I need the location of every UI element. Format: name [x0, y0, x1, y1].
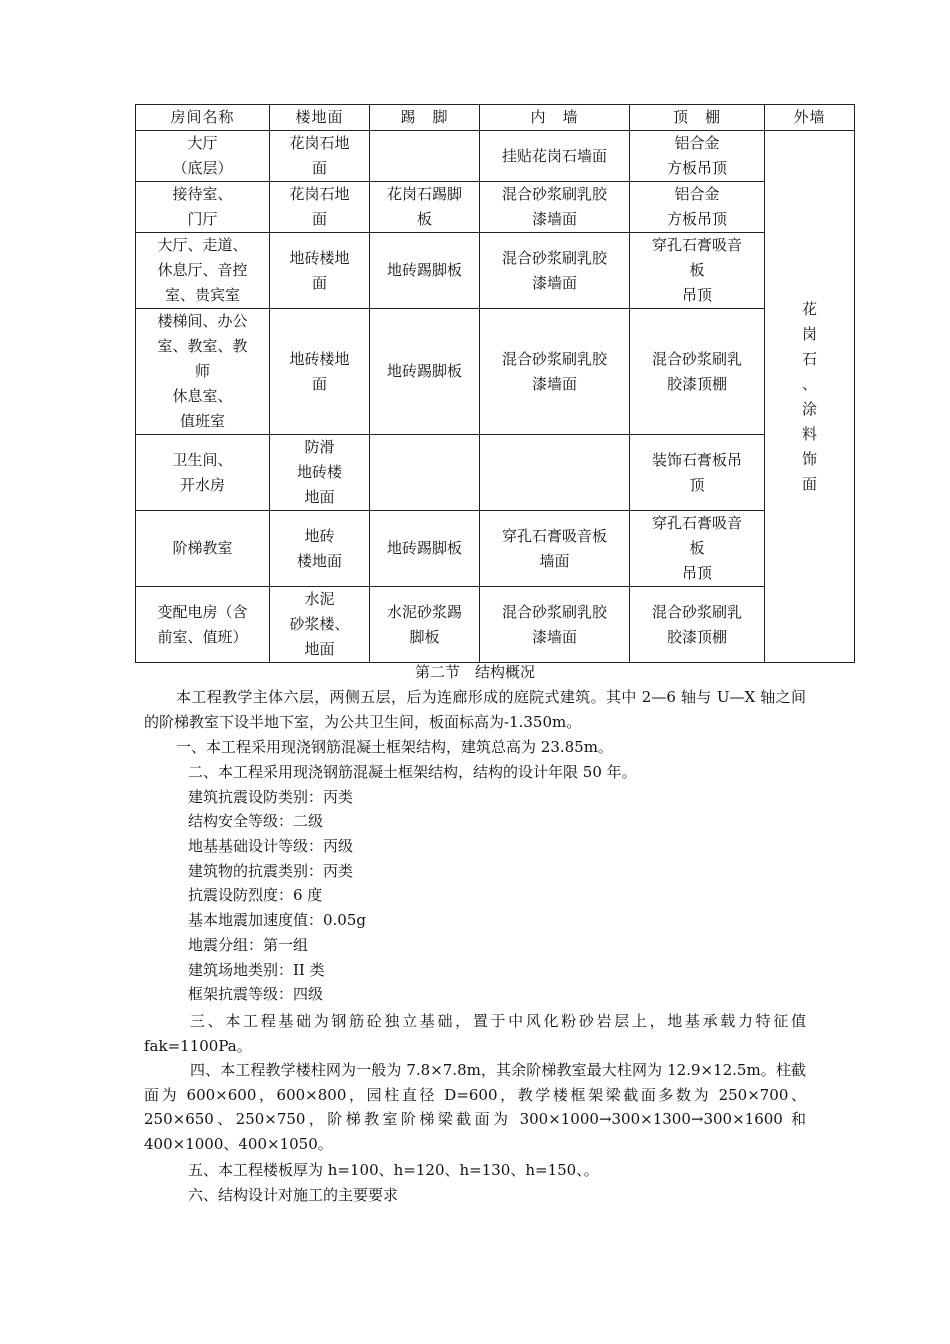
spec-line: 结构安全等级：二级	[188, 812, 324, 830]
cell-ceiling: 穿孔石膏吸音 板 吊顶	[630, 511, 765, 587]
cell-room: 阶梯教室	[136, 511, 270, 587]
table-row	[136, 309, 855, 435]
cell-wall: 混合砂浆刷乳胶 漆墙面	[480, 233, 630, 309]
table-row	[136, 435, 855, 511]
cell-wall: 穿孔石膏吸音板 墙面	[480, 511, 630, 587]
cell-floor: 地砖楼地 面	[270, 309, 370, 435]
intro-paragraph: 本工程教学主体六层，两侧五层，后为连廊形成的庭院式建筑。其中 2—6 轴与 U—X 轴之间的阶梯教室下设半地下室，为公共卫生间，板面标高为-1.350m。	[144, 688, 806, 731]
item-3: 三、本工程基础为钢筋砼独立基础，置于中风化粉砂岩层上，地基承载力特征值 fak=1100Pa。	[144, 1012, 806, 1055]
cell-room: 楼梯间、办公 室、教室、教 师 休息室、 值班室	[136, 309, 270, 435]
spec-line: 抗震设防烈度：6 度	[188, 886, 323, 904]
spec-line: 建筑物的抗震类别：丙类	[188, 862, 354, 880]
cell-wall: 混合砂浆刷乳胶 漆墙面	[480, 182, 630, 233]
cell-room: 大厅、走道、 休息厅、音控 室、贵宾室	[136, 233, 270, 309]
cell-floor: 地砖 楼地面	[270, 511, 370, 587]
finish-schedule-table	[135, 104, 855, 663]
cell-ceiling: 铝合金 方板吊顶	[630, 182, 765, 233]
spec-line: 地震分组：第一组	[188, 936, 309, 954]
cell-ceiling: 混合砂浆刷乳 胶漆顶棚	[630, 309, 765, 435]
cell-ceiling: 穿孔石膏吸音 板 吊顶	[630, 233, 765, 309]
spec-line: 框架抗震等级：四级	[188, 985, 324, 1003]
cell-skirting: 花岗石踢脚 板	[370, 182, 480, 233]
header-ceiling: 顶 棚	[630, 105, 765, 131]
item-5: 五、本工程楼板厚为 h=100、h=120、h=130、h=150、。	[188, 1161, 599, 1179]
cell-floor: 防滑 地砖楼 地面	[270, 435, 370, 511]
cell-skirting	[370, 435, 480, 511]
table-row	[136, 233, 855, 309]
table-row	[136, 182, 855, 233]
section-title: 第二节 结构概况	[414, 663, 535, 681]
table-header-row	[136, 105, 855, 131]
item-1: 一、本工程采用现浇钢筋混凝土框架结构，建筑总高为 23.85m。	[176, 738, 613, 756]
header-exterior-wall: 外墙	[765, 105, 855, 131]
cell-skirting: 地砖踢脚板	[370, 233, 480, 309]
cell-skirting	[370, 131, 480, 182]
cell-ceiling: 铝合金 方板吊顶	[630, 131, 765, 182]
cell-ceiling: 混合砂浆刷乳 胶漆顶棚	[630, 587, 765, 663]
cell-wall: 混合砂浆刷乳胶 漆墙面	[480, 309, 630, 435]
cell-room: 接待室、 门厅	[136, 182, 270, 233]
table-row	[136, 131, 855, 182]
cell-skirting: 水泥砂浆踢 脚板	[370, 587, 480, 663]
header-floor: 楼地面	[270, 105, 370, 131]
item-4: 四、本工程教学楼柱网为一般为 7.8×7.8m，其余阶梯教室最大柱网为 12.9×12.5m。柱截面为 600×600，600×800，园柱直径 D=600，教学楼框架梁截面多数为 250×700、250×650、250×750，阶梯教室阶梯梁截面为 300×1000→300×1300→300×1600 和 400×1000、400×1050。	[144, 1061, 806, 1153]
table-row	[136, 511, 855, 587]
cell-floor: 花岗石地 面	[270, 182, 370, 233]
cell-room: 变配电房（含 前室、值班）	[136, 587, 270, 663]
spec-line: 基本地震加速度值：0.05g	[188, 911, 367, 929]
cell-room: 卫生间、 开水房	[136, 435, 270, 511]
cell-skirting: 地砖踢脚板	[370, 309, 480, 435]
table-row	[136, 587, 855, 663]
cell-exterior-wall: 花 岗 石 、 涂 料 饰 面	[765, 131, 855, 663]
cell-skirting: 地砖踢脚板	[370, 511, 480, 587]
cell-room: 大厅 （底层）	[136, 131, 270, 182]
header-skirting: 踢 脚	[370, 105, 480, 131]
spec-line: 建筑场地类别：II 类	[188, 961, 325, 979]
item-2: 二、本工程采用现浇钢筋混凝土框架结构，结构的设计年限 50 年。	[188, 763, 637, 781]
cell-ceiling: 装饰石膏板吊 顶	[630, 435, 765, 511]
cell-wall: 混合砂浆刷乳胶 漆墙面	[480, 587, 630, 663]
spec-line: 地基基础设计等级：丙级	[188, 837, 354, 855]
header-interior-wall: 内 墙	[480, 105, 630, 131]
cell-wall	[480, 435, 630, 511]
header-room-name: 房间名称	[136, 105, 270, 131]
cell-wall: 挂贴花岗石墙面	[480, 131, 630, 182]
cell-floor: 花岗石地 面	[270, 131, 370, 182]
cell-floor: 水泥 砂浆楼、 地面	[270, 587, 370, 663]
spec-line: 建筑抗震设防类别：丙类	[188, 788, 354, 806]
item-6: 六、结构设计对施工的主要要求	[188, 1186, 399, 1204]
cell-floor: 地砖楼地 面	[270, 233, 370, 309]
